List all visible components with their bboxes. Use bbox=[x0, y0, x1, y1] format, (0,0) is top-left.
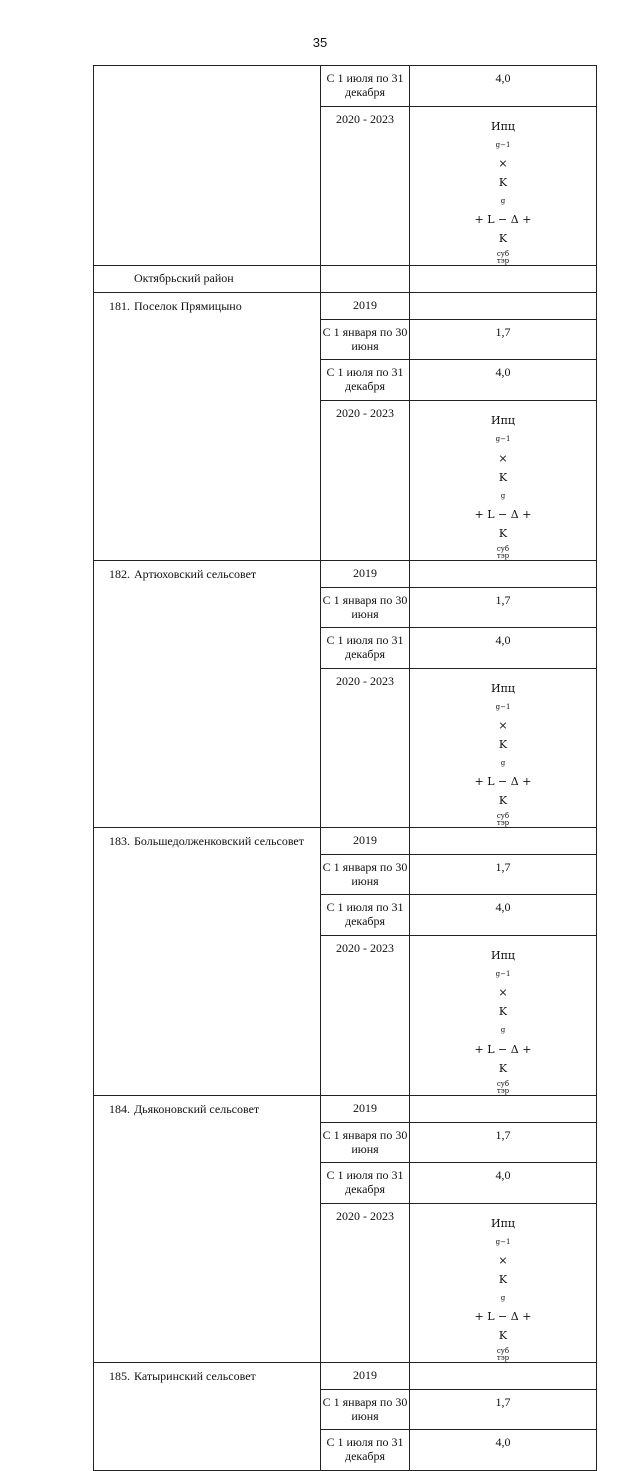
index-value: 4,0 bbox=[495, 71, 511, 85]
table-row bbox=[94, 1362, 597, 1389]
settlement-cell bbox=[94, 936, 321, 1095]
period-label: С 1 июля по 31 декабря bbox=[326, 900, 404, 929]
period-cell bbox=[321, 1122, 410, 1162]
table-row bbox=[94, 936, 597, 1095]
settlement-cell bbox=[94, 1429, 321, 1470]
formula-part: K bbox=[498, 470, 508, 484]
settlement-cell bbox=[94, 1203, 321, 1362]
index-cell bbox=[410, 895, 597, 936]
settlement-cell bbox=[94, 293, 321, 320]
period-label bbox=[321, 266, 409, 271]
row-number: 184. bbox=[109, 1101, 130, 1116]
settlement-cell bbox=[94, 1362, 321, 1389]
row-number: 182. bbox=[109, 566, 130, 581]
index-cell bbox=[410, 293, 597, 320]
period-cell bbox=[321, 895, 410, 936]
formula-part: + L − Δ + bbox=[474, 1309, 532, 1323]
settlement-name: Дьяконовский сельсовет bbox=[134, 1101, 260, 1116]
formula-part: K bbox=[498, 1061, 508, 1075]
period-label: С 1 января по 30 июня bbox=[322, 1127, 408, 1156]
table-row bbox=[94, 1095, 597, 1122]
settlement-cell bbox=[94, 107, 321, 266]
formula-part: суб bbox=[496, 544, 510, 553]
formula-part: Ипц bbox=[491, 1216, 515, 1230]
formula-part: K bbox=[498, 794, 508, 808]
period-cell bbox=[321, 855, 410, 895]
period-label: 2020 - 2023 bbox=[336, 112, 394, 126]
formula-part: g bbox=[500, 491, 506, 500]
formula bbox=[410, 1204, 596, 1362]
tariff-table bbox=[93, 65, 597, 1471]
formula-part: × bbox=[498, 1253, 508, 1267]
settlement-cell bbox=[94, 320, 321, 360]
formula-part: g bbox=[500, 759, 506, 768]
settlement-cell bbox=[94, 587, 321, 627]
table-row bbox=[94, 1203, 597, 1362]
settlement-cell bbox=[94, 1389, 321, 1429]
settlement-cell bbox=[94, 560, 321, 587]
formula-part: суб bbox=[496, 1346, 510, 1355]
index-cell bbox=[410, 587, 597, 627]
period-cell bbox=[321, 266, 410, 293]
formula-part: суб bbox=[496, 250, 510, 259]
period-label: 2019 bbox=[353, 1100, 377, 1115]
formula-part: Ипц bbox=[491, 120, 515, 133]
index-value: 4,0 bbox=[495, 1167, 511, 1182]
formula-part: × bbox=[498, 986, 508, 1000]
period-cell bbox=[321, 360, 410, 401]
period-label: С 1 июля по 31 декабря bbox=[326, 1434, 404, 1463]
table-row bbox=[94, 360, 597, 401]
table-body bbox=[94, 66, 597, 1471]
formula-part: + L − Δ + bbox=[474, 1042, 532, 1056]
period-label: 2020 - 2023 bbox=[336, 941, 394, 956]
period-cell bbox=[321, 627, 410, 668]
index-value: 1,7 bbox=[495, 860, 511, 875]
formula-part: K bbox=[498, 737, 508, 751]
index-cell bbox=[410, 1203, 597, 1362]
table-row bbox=[94, 1389, 597, 1429]
table-row bbox=[94, 401, 597, 560]
row-number: 181. bbox=[109, 299, 130, 314]
index-cell bbox=[410, 320, 597, 360]
index-value: 4,0 bbox=[495, 1434, 511, 1449]
index-cell bbox=[410, 936, 597, 1095]
index-value: 1,7 bbox=[495, 592, 511, 607]
index-value bbox=[410, 1363, 596, 1368]
period-label: С 1 января по 30 июня bbox=[322, 860, 408, 889]
table-row bbox=[94, 895, 597, 936]
formula-part: K bbox=[498, 176, 508, 190]
settlement-name: Артюховский сельсовет bbox=[134, 566, 257, 581]
index-value: 1,7 bbox=[495, 325, 511, 340]
settlement-cell bbox=[94, 401, 321, 560]
index-cell bbox=[410, 668, 597, 827]
formula-part: тэр bbox=[496, 819, 510, 828]
settlement-cell bbox=[94, 668, 321, 827]
table-row bbox=[94, 627, 597, 668]
settlement-name: Большедолженковский сельсовет bbox=[134, 834, 304, 849]
formula-part: g−1 bbox=[495, 702, 511, 711]
index-value: 1,7 bbox=[495, 1394, 511, 1409]
table-row bbox=[94, 66, 597, 107]
settlement-cell bbox=[94, 1122, 321, 1162]
page-number: 35 bbox=[312, 35, 328, 50]
formula-part: + L − Δ + bbox=[474, 507, 532, 521]
period-cell bbox=[321, 560, 410, 587]
period-label: С 1 января по 30 июня bbox=[322, 325, 408, 354]
table-row bbox=[94, 293, 597, 320]
table-row bbox=[94, 320, 597, 360]
formula-part: + L − Δ + bbox=[474, 775, 532, 789]
index-cell bbox=[410, 560, 597, 587]
formula-part: K bbox=[498, 232, 508, 246]
settlement-cell bbox=[94, 627, 321, 668]
period-cell bbox=[321, 1429, 410, 1470]
index-value bbox=[410, 1096, 596, 1101]
index-cell bbox=[410, 360, 597, 401]
period-cell bbox=[321, 1362, 410, 1389]
formula-part: + L − Δ + bbox=[474, 213, 532, 227]
period-cell bbox=[321, 320, 410, 360]
formula-part: Ипц bbox=[491, 681, 515, 695]
table-row bbox=[94, 668, 597, 827]
index-cell bbox=[410, 1122, 597, 1162]
period-cell bbox=[321, 66, 410, 107]
period-label: С 1 июля по 31 декабря bbox=[326, 71, 404, 99]
formula-part: g−1 bbox=[495, 970, 511, 979]
period-label: 2019 bbox=[353, 298, 377, 313]
index-value: 1,7 bbox=[495, 1127, 511, 1142]
formula-part: тэр bbox=[496, 1353, 510, 1362]
index-value bbox=[410, 828, 596, 833]
formula bbox=[410, 401, 596, 559]
settlement-name: Поселок Прямицыно bbox=[134, 299, 242, 314]
period-cell bbox=[321, 1095, 410, 1122]
index-cell bbox=[410, 828, 597, 855]
table-row bbox=[94, 587, 597, 627]
index-cell bbox=[410, 107, 597, 266]
period-label: 2019 bbox=[353, 833, 377, 848]
settlement-cell bbox=[94, 66, 321, 107]
formula-part: g−1 bbox=[495, 141, 511, 150]
index-cell bbox=[410, 1429, 597, 1470]
period-label: 2020 - 2023 bbox=[336, 673, 394, 688]
settlement-cell bbox=[94, 895, 321, 936]
formula-part: × bbox=[498, 451, 508, 465]
period-cell bbox=[321, 293, 410, 320]
index-value: 4,0 bbox=[495, 632, 511, 647]
formula-part: Ипц bbox=[491, 414, 515, 428]
period-label: С 1 января по 30 июня bbox=[322, 592, 408, 621]
period-label: С 1 июля по 31 декабря bbox=[326, 365, 404, 394]
period-cell bbox=[321, 587, 410, 627]
index-value bbox=[410, 266, 596, 271]
period-cell bbox=[321, 107, 410, 266]
formula-part: тэр bbox=[496, 1086, 510, 1095]
index-cell bbox=[410, 266, 597, 293]
index-cell bbox=[410, 1162, 597, 1203]
formula-part: суб bbox=[496, 812, 510, 821]
table-row bbox=[94, 828, 597, 855]
period-label: 2019 bbox=[353, 565, 377, 580]
formula-part: g bbox=[500, 1293, 506, 1302]
table-row bbox=[94, 1122, 597, 1162]
settlement-name: Катыринский сельсовет bbox=[134, 1368, 256, 1383]
table-row bbox=[94, 1429, 597, 1470]
formula-part: × bbox=[498, 157, 508, 171]
formula-part: g bbox=[500, 1026, 506, 1035]
period-cell bbox=[321, 1203, 410, 1362]
index-cell bbox=[410, 1095, 597, 1122]
formula-part: × bbox=[498, 718, 508, 732]
settlement-cell bbox=[94, 360, 321, 401]
district-name: Октябрьский район bbox=[134, 271, 234, 286]
period-label: С 1 июля по 31 декабря bbox=[326, 632, 404, 661]
index-value: 4,0 bbox=[495, 365, 511, 380]
index-value bbox=[410, 561, 596, 566]
formula-part: K bbox=[498, 526, 508, 540]
period-cell bbox=[321, 1389, 410, 1429]
settlement-cell bbox=[94, 1095, 321, 1122]
period-cell bbox=[321, 1162, 410, 1203]
table-row bbox=[94, 107, 597, 266]
formula-part: K bbox=[498, 1272, 508, 1286]
index-cell bbox=[410, 401, 597, 560]
formula-part: суб bbox=[496, 1079, 510, 1088]
period-cell bbox=[321, 936, 410, 1095]
index-cell bbox=[410, 66, 597, 107]
formula-part: g bbox=[500, 197, 506, 206]
formula bbox=[410, 936, 596, 1094]
table-row bbox=[94, 560, 597, 587]
formula-part: Ипц bbox=[491, 949, 515, 963]
table-row bbox=[94, 1162, 597, 1203]
formula-part: K bbox=[498, 1005, 508, 1019]
index-cell bbox=[410, 627, 597, 668]
table-row bbox=[94, 855, 597, 895]
period-label: 2019 bbox=[353, 1367, 377, 1382]
period-cell bbox=[321, 828, 410, 855]
row-number: 183. bbox=[109, 834, 130, 849]
period-label: 2020 - 2023 bbox=[336, 1208, 394, 1223]
formula-part: тэр bbox=[496, 257, 510, 266]
settlement-cell bbox=[94, 1162, 321, 1203]
formula bbox=[410, 669, 596, 827]
period-cell bbox=[321, 668, 410, 827]
table-row bbox=[94, 266, 597, 293]
formula-part: тэр bbox=[496, 551, 510, 560]
formula-part: g−1 bbox=[495, 435, 511, 444]
formula-part: g−1 bbox=[495, 1237, 511, 1246]
formula bbox=[410, 107, 596, 265]
settlement-cell bbox=[94, 855, 321, 895]
index-value bbox=[410, 293, 596, 298]
period-label: С 1 января по 30 июня bbox=[322, 1394, 408, 1423]
period-label: 2020 - 2023 bbox=[336, 406, 394, 421]
index-value: 4,0 bbox=[495, 900, 511, 915]
index-cell bbox=[410, 855, 597, 895]
formula-part: K bbox=[498, 1328, 508, 1342]
index-cell bbox=[410, 1389, 597, 1429]
settlement-cell bbox=[94, 828, 321, 855]
settlement-cell bbox=[94, 266, 321, 293]
row-number: 185. bbox=[109, 1368, 130, 1383]
period-label: С 1 июля по 31 декабря bbox=[326, 1167, 404, 1196]
period-cell bbox=[321, 401, 410, 560]
index-cell bbox=[410, 1362, 597, 1389]
